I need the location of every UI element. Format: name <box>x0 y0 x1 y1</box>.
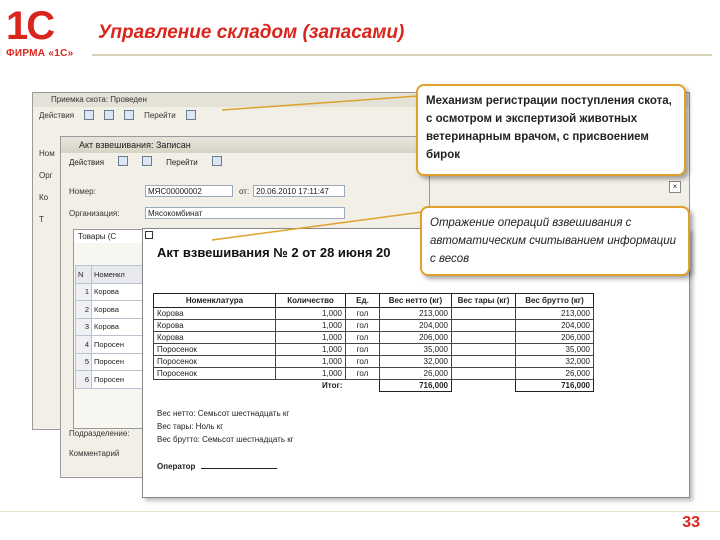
cell-unit: гол <box>346 332 380 344</box>
help-icon[interactable] <box>186 110 196 120</box>
row-item: Корова <box>92 301 157 319</box>
cell-qty: 1,000 <box>276 356 346 368</box>
table-row <box>154 320 594 332</box>
tab-goods[interactable]: Товары (С <box>74 230 148 243</box>
brand-logo <box>6 4 76 62</box>
row-item: Корова <box>92 283 157 301</box>
cell-item: Корова <box>154 320 276 332</box>
cell-net: 204,000 <box>380 320 452 332</box>
table-row <box>154 332 594 344</box>
cell-qty: 1,000 <box>276 320 346 332</box>
cell-item: Поросенок <box>154 344 276 356</box>
org-label: Организация: <box>69 209 120 218</box>
side-label: Т <box>39 215 44 224</box>
comment-label: Комментарий <box>69 449 120 458</box>
brand-mark: 1С <box>6 4 54 48</box>
row-number: 6 <box>76 371 92 389</box>
callout-weighing: Отражение операций взвешивания с автоматическим считыванием информации с весов <box>420 206 690 276</box>
row-number: 5 <box>76 353 92 371</box>
cell-tare <box>452 356 516 368</box>
cell-tare <box>452 368 516 380</box>
operator-signature <box>157 461 277 471</box>
cell-unit: гол <box>346 308 380 320</box>
number-label: Номер: <box>69 187 96 196</box>
cell-unit: гол <box>346 368 380 380</box>
callout-livestock-receipt: Механизм регистрации поступления скота, с осмотром и экспертизой животных ветеринарным врачом, с присвоением бирок <box>416 84 686 176</box>
total-row <box>154 380 594 392</box>
row-number: 1 <box>76 283 92 301</box>
slide-title: Управление складом (запасами) <box>98 22 405 43</box>
goto-menu[interactable]: Перейти <box>144 111 176 120</box>
help-icon[interactable] <box>212 156 222 166</box>
actions-menu[interactable]: Действия <box>39 111 75 120</box>
side-label: Ном <box>39 149 55 158</box>
number-field[interactable]: МЯС00000002 <box>145 185 233 197</box>
goto-menu[interactable]: Перейти <box>166 158 198 167</box>
report-table <box>153 293 594 392</box>
title-divider <box>92 54 712 56</box>
cell-net: 206,000 <box>380 332 452 344</box>
col-unit: Ед. <box>346 294 380 308</box>
side-label: Ко <box>39 193 49 202</box>
total-label: Итог: <box>322 381 343 391</box>
save-icon[interactable] <box>118 156 128 166</box>
cell-item: Поросенок <box>154 368 276 380</box>
total-gross: 716,000 <box>516 380 594 392</box>
col-item: Номенклатура <box>154 294 276 308</box>
refresh-icon[interactable] <box>142 156 152 166</box>
cell-item: Корова <box>154 332 276 344</box>
table-row <box>154 368 594 380</box>
row-item: Поросен <box>92 336 157 354</box>
cell-qty: 1,000 <box>276 344 346 356</box>
footer-divider <box>0 511 720 512</box>
cell-net: 213,000 <box>380 308 452 320</box>
footer-gross: Вес брутто: Семьсот шестнадцать кг <box>157 435 294 444</box>
cell-item: Корова <box>154 308 276 320</box>
signature-line <box>201 461 277 469</box>
cell-gross: 35,000 <box>516 344 594 356</box>
cell-gross: 26,000 <box>516 368 594 380</box>
col-n: N <box>76 266 92 284</box>
actions-menu[interactable]: Действия <box>69 158 105 167</box>
org-field[interactable]: Мясокомбинат <box>145 207 345 219</box>
total-net: 716,000 <box>380 380 452 392</box>
cell-unit: гол <box>346 344 380 356</box>
table-row <box>154 356 594 368</box>
page-number: 33 <box>682 514 700 531</box>
date-label: от: <box>239 187 250 196</box>
row-item: Поросен <box>92 353 157 371</box>
close-icon[interactable]: × <box>669 181 681 193</box>
cell-qty: 1,000 <box>276 368 346 380</box>
cell-gross: 32,000 <box>516 356 594 368</box>
col-net: Вес нетто (кг) <box>380 294 452 308</box>
footer-net: Вес нетто: Семьсот шестнадцать кг <box>157 409 290 418</box>
dept-label: Подразделение: <box>69 429 130 438</box>
side-label: Орг <box>39 171 53 180</box>
cell-qty: 1,000 <box>276 332 346 344</box>
cell-qty: 1,000 <box>276 308 346 320</box>
print-icon[interactable] <box>124 110 134 120</box>
brand-firm: ФИРМА «1С» <box>6 48 74 59</box>
col-tare: Вес тары (кг) <box>452 294 516 308</box>
row-number: 3 <box>76 318 92 336</box>
col-gross: Вес брутто (кг) <box>516 294 594 308</box>
footer-tare: Вес тары: Ноль кг <box>157 422 224 431</box>
cell-unit: гол <box>346 356 380 368</box>
cell-gross: 213,000 <box>516 308 594 320</box>
cell-gross: 206,000 <box>516 332 594 344</box>
cell-net: 35,000 <box>380 344 452 356</box>
cell-tare <box>452 344 516 356</box>
cell-net: 32,000 <box>380 356 452 368</box>
cell-tare <box>452 332 516 344</box>
table-row <box>154 308 594 320</box>
refresh-icon[interactable] <box>104 110 114 120</box>
cell-net: 26,000 <box>380 368 452 380</box>
col-item: Номенкл <box>92 266 157 284</box>
cell-tare <box>452 308 516 320</box>
save-icon[interactable] <box>84 110 94 120</box>
report-title: Акт взвешивания № 2 от 28 июня 20 <box>157 245 391 260</box>
col-qty: Количество <box>276 294 346 308</box>
toolbar <box>61 153 429 173</box>
cell-gross: 204,000 <box>516 320 594 332</box>
row-number: 2 <box>76 301 92 319</box>
window-title: Акт взвешивания: Записан <box>61 137 429 153</box>
row-item: Корова <box>92 318 157 336</box>
table-row <box>154 344 594 356</box>
row-item: Поросен <box>92 371 157 389</box>
operator-label: Оператор <box>157 462 196 471</box>
cell-tare <box>452 320 516 332</box>
date-field[interactable]: 20.06.2010 17:11:47 <box>253 185 345 197</box>
window-title: Приемка скота: Проведен <box>33 93 689 107</box>
cell-unit: гол <box>346 320 380 332</box>
checkbox-icon <box>145 231 153 239</box>
cell-item: Поросенок <box>154 356 276 368</box>
side-labels <box>39 143 55 231</box>
row-number: 4 <box>76 336 92 354</box>
